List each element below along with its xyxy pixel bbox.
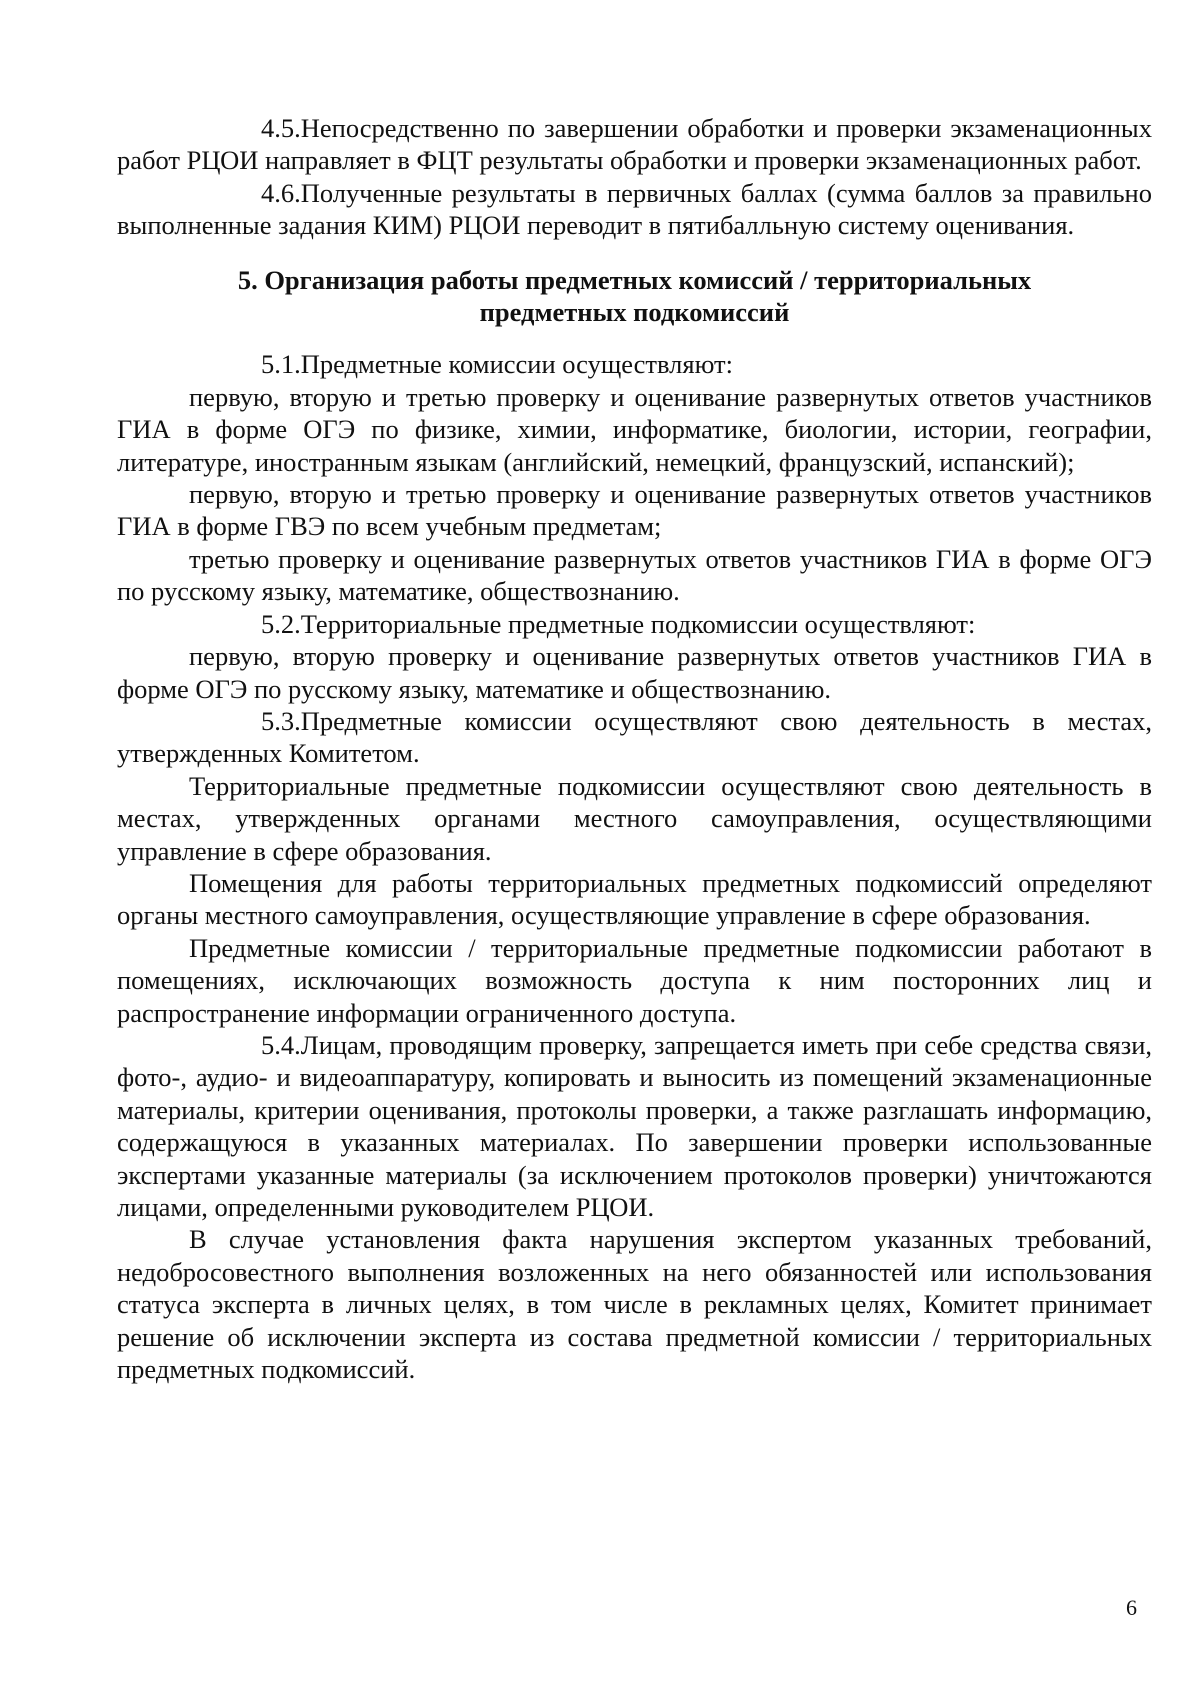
- list-item: Территориальные предметные подкомиссии осуществляют свою деятельность в местах, утвержденных органами местного самоуправления, осуществляющими управление в сфере образования.: [117, 770, 1152, 866]
- list-item: третью проверку и оценивание развернутых ответов участников ГИА в форме ОГЭ по русскому языку, математике, обществознанию.: [117, 543, 1152, 607]
- paragraph-5-1: [117, 348, 1152, 380]
- paragraph-text: Непосредственно по завершении обработки и проверки экзаменационных работ РЦОИ направляет в ФЦТ результаты обработки и проверки экзаменационных работ.: [117, 113, 1152, 176]
- paragraph-number: 5.3.: [261, 705, 301, 736]
- paragraph-text: Предметные комиссии осуществляют:: [300, 349, 733, 380]
- paragraph-number: 5.1.: [261, 349, 301, 380]
- paragraph-5-4: [117, 1029, 1152, 1223]
- list-item: Помещения для работы территориальных предметных подкомиссий определяют органы местного самоуправления, осуществляющие управление в сфере образования.: [117, 867, 1152, 931]
- page-number: 6: [1126, 1595, 1137, 1620]
- document-page: [117, 112, 1152, 1385]
- paragraph-number: 4.5.: [261, 113, 301, 143]
- list-item: первую, вторую проверку и оценивание развернутых ответов участников ГИА в форме ОГЭ по русскому языку, математике и обществознанию.: [117, 641, 1152, 704]
- paragraph-5-2: [117, 608, 1152, 640]
- heading-line-1: 5. Организация работы предметных комиссий / территориальных: [237, 264, 1032, 295]
- paragraph-number: 5.4.: [261, 1029, 301, 1060]
- paragraph-text: Лицам, проводящим проверку, запрещается иметь при себе средства связи, фото-, аудио- и видеоаппаратуру, копировать и выносить из помещений экзаменационные материалы, критерии оценивания, протоколы проверки, а также разглашать информацию, содержащуюся в указанных материалах. По завершении проверки использованные экспертами указанные материалы (за исключением протоколов проверки) уничтожаются лицами, определенными руководителем РЦОИ.: [117, 1029, 1152, 1222]
- paragraph-text: Предметные комиссии осуществляют свою деятельность в местах, утвержденных Комитетом.: [117, 705, 1152, 769]
- paragraph-4-5: [117, 112, 1152, 177]
- paragraph-4-6: [117, 177, 1152, 242]
- list-item: В случае установления факта нарушения экспертом указанных требований, недобросовестного выполнения возложенных на него обязанностей или использования статуса эксперта в личных целях, в том числе в рекламных целях, Комитет принимает решение об исключении эксперта из состава предметной комиссии / территориальных предметных подкомиссий.: [117, 1224, 1152, 1385]
- list-item: первую, вторую и третью проверку и оценивание развернутых ответов участников ГИА в форме ГВЭ по всем учебным предметам;: [117, 479, 1152, 542]
- paragraph-text: Территориальные предметные подкомиссии осуществляют:: [300, 608, 976, 639]
- list-item: первую, вторую и третью проверку и оценивание развернутых ответов участников ГИА в форме ОГЭ по физике, химии, информатике, биологии, истории, географии, литературе, иностранным языкам (английский, немецкий, французский, испанский);: [117, 381, 1152, 477]
- paragraph-number: 4.6.: [261, 177, 301, 208]
- heading-line-2: предметных подкомиссий: [479, 297, 790, 328]
- paragraph-text: Полученные результаты в первичных баллах (сумма баллов за правильно выполненные задания КИМ) РЦОИ переводит в пятибалльную систему оценивания.: [117, 177, 1152, 241]
- paragraph-number: 5.2.: [261, 608, 301, 639]
- paragraph-5-3: [117, 705, 1152, 770]
- section-5-heading: [117, 264, 1152, 329]
- list-item: Предметные комиссии / территориальные предметные подкомиссии работают в помещениях, исключающих возможность доступа к ним посторонних лиц и распространение информации ограниченного доступа.: [117, 932, 1152, 1028]
